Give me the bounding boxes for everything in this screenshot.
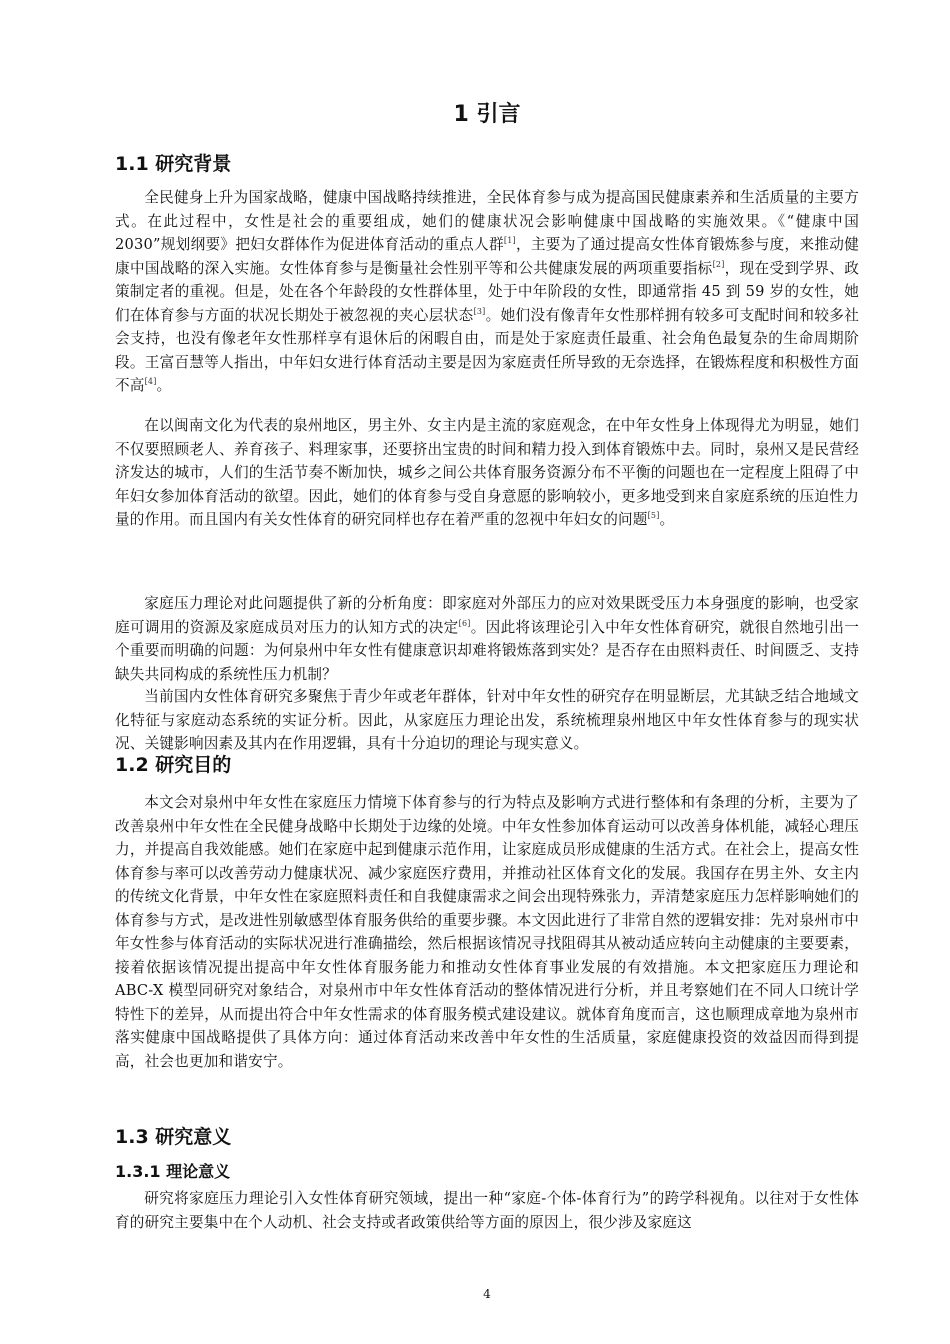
paragraph-text: 研究将家庭压力理论引入女性体育研究领域，提出一种“家庭-个体-体育行为”的跨学科视角。以往对于女性体育的研究主要集中在个人动机、社会支持或者政策供给等方面的原因上，很少涉及家庭这 — [115, 1190, 859, 1231]
section-heading-1-2: 1.2 研究目的 — [115, 754, 232, 776]
subsection-heading-1-3-1: 1.3.1 理论意义 — [115, 1162, 231, 1181]
paragraph-text: 全民健身上升为国家战略，健康中国战略持续推进，全民体育参与成为提高国民健康素养和生活质量的主要方式。在此过程中，女性是社会的重要组成，她们的健康状况会影响健康中国战略的实施效果。《“健康中国 2030”规划纲要》把妇女群体作为促进体育活动的重点人群 — [115, 189, 859, 253]
section-heading-1-3: 1.3 研究意义 — [115, 1126, 232, 1148]
paragraph — [115, 186, 859, 398]
paragraph — [115, 592, 859, 686]
citation-reference: [3] — [473, 306, 486, 316]
section-heading-1-1: 1.1 研究背景 — [115, 153, 232, 175]
paragraph-text: ，现在受到学界、政策制定者的重视。但是，处在各个年龄段的女性群体里，处于中年阶段的女性，即通常指 45 到 59 岁的女性，她们在体育参与方面的状况长期处于被忽视的夹心层状态 — [115, 259, 859, 324]
citation-reference: [4] — [144, 377, 157, 387]
chapter-title: 1 引言 — [453, 102, 521, 127]
paragraph-text: 。她们没有像青年女性那样拥有较多可支配时间和较多社会支持，也没有像老年女性那样享有退休后的闲暇自由，而是处于家庭责任最重、社会角色最复杂的生命周期阶段。王富百慧等人指出，中年妇女进行体育活动主要是因为家庭责任所导致的无奈选择，在锻炼程度和积极性方面不高 — [115, 306, 859, 394]
citation-reference: [2] — [712, 259, 725, 269]
paragraph — [115, 791, 859, 1073]
paragraph — [115, 1187, 859, 1234]
paragraph-text: 当前国内女性体育研究多聚焦于青少年或老年群体，针对中年女性的研究存在明显断层，尤其缺乏结合地域文化特征与家庭动态系统的实证分析。因此，从家庭压力理论出发，系统梳理泉州地区中年女性体育参与的现实状况、关键影响因素及其内在作用逻辑，具有十分迫切的理论与现实意义。 — [115, 688, 859, 752]
paragraph-text: 在以闽南文化为代表的泉州地区，男主外、女主内是主流的家庭观念，在中年女性身上体现得尤为明显，她们不仅要照顾老人、养育孩子、料理家事，还要挤出宝贵的时间和精力投入到体育锻炼中去。同时，泉州又是民营经济发达的城市，人们的生活节奏不断加快，城乡之间公共体育服务资源分布不平衡的问题也在一定程度上阻碍了中年妇女参加体育活动的欲望。因此，她们的体育参与受自身意愿的影响较小，更多地受到来自家庭系统的压迫性力量的作用。而且国内有关女性体育的研究同样也存在着严重的忽视中年妇女的问题 — [115, 417, 859, 528]
citation-reference: [5] — [647, 511, 660, 521]
citation-reference: [1] — [503, 236, 516, 246]
paragraph-text: ，主要为了通过提高女性体育锻炼参与度，来推动健康中国战略的深入实施。女性体育参与是衡量社会性别平等和公共健康发展的两项重要指标 — [115, 236, 860, 277]
paragraph-text: 本文会对泉州中年女性在家庭压力情境下体育参与的行为特点及影响方式进行整体和有条理的分析，主要为了改善泉州中年女性在全民健身战略中长期处于边缘的处境。中年女性参加体育运动可以改善身体机能，减轻心理压力，并提高自我效能感。她们在家庭中起到健康示范作用，让家庭成员形成健康的生活方式。在社会上，提高女性体育参与率可以改善劳动力健康状况、减少家庭医疗费用，并推动社区体育文化的发展。我国存在男主外、女主内的传统文化背景，中年女性在家庭照料责任和自我健康需求之间会出现特殊张力，弄清楚家庭压力怎样影响她们的体育参与方式，是改进性别敏感型体育服务供给的重要步骤。本文因此进行了非常自然的逻辑安排：先对泉州市中年女性参与体育活动的实际状况进行准确描绘，然后根据该情况寻找阻碍其从被动适应转向主动健康的主要要素，接着依据该情况提出提高中年女性体育服务能力和推动女性体育事业发展的有效措施。本文把家庭压力理论和 ABC-X 模型同研究对象结合，对泉州市中年女性体育活动的整体情况进行分析，并且考察她们在不同人口统计学特性下的差异，从而提出符合中年女性需求的体育服务模式建设建议。就体育角度而言，这也顺理成章地为泉州市落实健康中国战略提供了具体方向：通过体育活动来改善中年女性的生活质量，家庭健康投资的效益因而得到提高，社会也更加和谐安宁。 — [115, 794, 859, 1070]
paragraph — [115, 414, 859, 532]
paragraph-text: 。因此将该理论引入中年女性体育研究，就很自然地引出一个重要而明确的问题：为何泉州中年女性有健康意识却难将锻炼落到实处？是否存在由照料责任、时间匮乏、支持缺失共同构成的系统性压力机制？ — [115, 618, 859, 683]
paragraph-text: 。 — [156, 377, 172, 394]
citation-reference: [6] — [458, 618, 471, 628]
paragraph-text: 。 — [659, 511, 675, 528]
page-number: 4 — [483, 1287, 491, 1301]
paragraph-text: 家庭压力理论对此问题提供了新的分析角度：即家庭对外部压力的应对效果既受压力本身强度的影响，也受家庭可调用的资源及家庭成员对压力的认知方式的决定 — [115, 595, 859, 636]
paragraph — [115, 685, 859, 756]
